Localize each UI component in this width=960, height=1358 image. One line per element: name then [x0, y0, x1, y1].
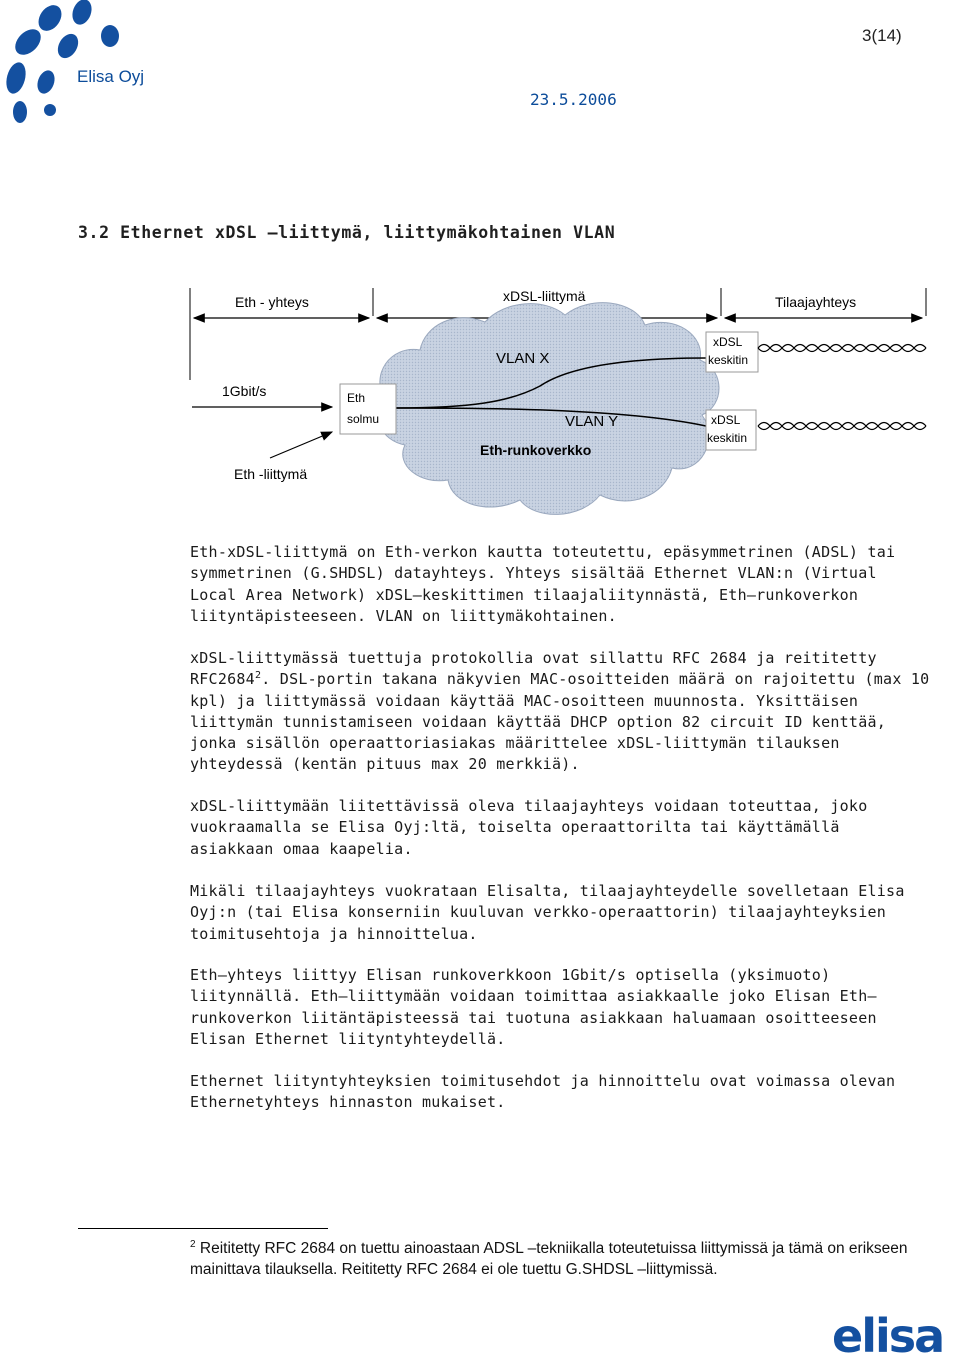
elisa-brand-logo: [832, 1290, 957, 1358]
footnote-marker: 2: [190, 1238, 196, 1250]
paragraph-3: xDSL-liittymään liitettävissä oleva tilaajayhteys voidaan toteuttaa, joko vuokraamalla se Elisa Oyj:ltä, toiselta operaattorilta tai käyttämällä asiakkaan omaa kaapelia.: [190, 797, 868, 858]
document-date: 23.5.2006: [530, 90, 617, 109]
elisa-dots-logo: [0, 0, 160, 130]
subscriber-line-2: [758, 423, 926, 430]
paragraph-5: Eth–yhteys liittyy Elisan runkoverkkoon 1Gbit/s optisella (yksimuoto) liitynnällä. Eth–liittymään voidaan toimittaa asiakkaalle joko Elisan Eth–runkoverkon liitäntäpisteessä tai tuotuna asiakkaan haluamaan osoitteeseen Elisan Ethernet liityntyhteydellä.: [190, 966, 877, 1048]
page-number: 3(14): [862, 26, 902, 45]
paragraph-4: Mikäli tilaajayhteys vuokrataan Elisalta, tilaajayhteydelle sovelletaan Elisa Oyj:n (tai Elisa konserniin kuuluvan verkko-operaattorin) tilaajayhteyksien toimitusehtoja ja hinnoittelua.: [190, 882, 905, 943]
paragraph-2: xDSL-liittymässä tuettuja protokollia ovat sillattu RFC 2684 ja reititetty RFC2684$^2$. DSL-portin takana näkyvien MAC-osoitteiden määrä on rajoitettu (max 10 kpl) ja liittymässä voidaan käyttää MAC-osoitteen muunnosta. Yksittäisen liittymän tunnistamiseen voidaan käyttää DHCP option 82 circuit ID kenttää, jonka sisällön operaattoriasiakas määrittelee xDSL-liittymän tilauksen yhteydessä (kentän pituus max 20 merkkiä).: [190, 649, 930, 774]
footnote: $^2$ Reititetty RFC 2684 on tuettu ainoastaan ADSL –tekniikalla toteutetuissa liittymissä ja tämä on erikseen mainittava tilauksella. Reititetty RFC 2684 ei ole tuettu G.SHDSL –liittymissä.: [190, 1238, 908, 1278]
hub2-line2: keskitin: [707, 431, 748, 445]
label-tilaajayhteys: Tilaajayhteys: [775, 294, 857, 310]
footnote-ref: 2: [254, 670, 262, 682]
label-eth-yhteys: Eth - yhteys: [235, 294, 309, 310]
subscriber-line-1: [758, 345, 926, 352]
paragraph-1: Eth-xDSL-liittymä on Eth-verkon kautta toteutettu, epäsymmetrinen (ADSL) tai symmetrinen (G.SHDSL) datayhteys. Yhteys sisältää Ethernet VLAN:n (Virtual Local Area Network) xDSL–keskittimen tilaajaliitynnästä, Eth–runkoverkon liityntäpisteeseen. VLAN on liittymäkohtainen.: [190, 543, 896, 625]
hub1-line2: keskitin: [708, 353, 749, 367]
footnote-separator: [78, 1228, 328, 1229]
vlan-y-label: VLAN Y: [565, 413, 619, 430]
section-heading: 3.2 Ethernet xDSL –liittymä, liittymäkohtainen VLAN: [78, 223, 616, 242]
label-eth-liittyma: Eth -liittymä: [234, 466, 308, 482]
label-xdsl-liittyma: xDSL-liittymä: [503, 288, 586, 304]
cloud-label: Eth-runkoverkko: [480, 442, 592, 458]
node-line1: Eth: [347, 391, 366, 405]
svg-text:elisa: elisa: [832, 1309, 944, 1358]
hub1-line1: xDSL: [713, 335, 743, 349]
label-speed: 1Gbit/s: [222, 383, 267, 399]
network-diagram: [180, 280, 940, 530]
company-name: Elisa Oyj: [77, 67, 145, 86]
paragraph-6: Ethernet liityntyhteyksien toimitusehdot ja hinnoittelu ovat voimassa olevan Ethernetyhteys hinnaston mukaiset.: [190, 1072, 896, 1112]
node-line2: solmu: [347, 412, 380, 426]
vlan-x-label: VLAN X: [496, 350, 550, 367]
hub2-line1: xDSL: [711, 413, 741, 427]
